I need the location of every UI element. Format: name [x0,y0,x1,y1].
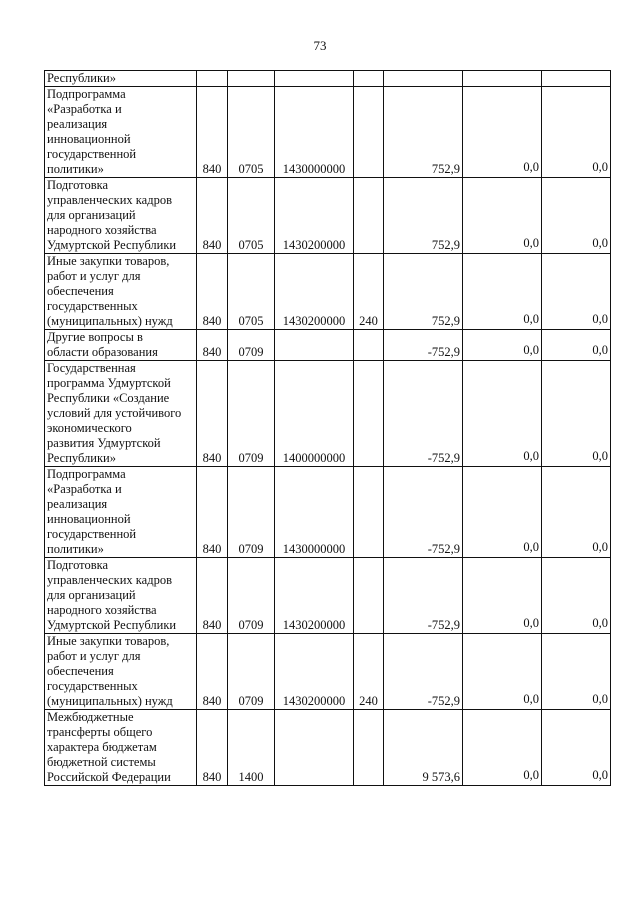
page-number: 73 [313,38,327,53]
row-name-cell: Другие вопросы в области образования [45,330,197,361]
cell-value: 0,0 [523,768,539,782]
expense-type-cell [354,178,384,254]
amount-cell: -752,9 [384,330,463,361]
table-row [45,467,611,558]
cell-value: 0,0 [523,540,539,554]
budget-table [44,70,611,786]
amount-cell: 752,9 [384,178,463,254]
row-name-cell: Подготовка управленческих кадров для организаций народного хозяйства Удмуртской Республики [45,558,197,634]
row-name-cell: Иные закупки товаров, работ и услуг для обеспечения государственных (муниципальных) нужд [45,254,197,330]
value-year2-cell [463,558,542,634]
section-cell: 0705 [228,254,275,330]
cell-value: 0,0 [592,312,608,326]
amount-cell: 752,9 [384,254,463,330]
amount-cell [384,71,463,87]
cell-value: 0,0 [592,449,608,463]
grbs-cell: 840 [197,467,228,558]
cell-value: 0,0 [523,449,539,463]
cell-value: 0,0 [592,540,608,554]
cell-value: 0,0 [523,160,539,174]
table-row [45,710,611,786]
value-year2-cell [463,710,542,786]
expense-type-cell [354,71,384,87]
section-cell: 0705 [228,87,275,178]
section-cell: 0709 [228,558,275,634]
cell-value: 0,0 [523,312,539,326]
grbs-cell [197,71,228,87]
target-code-cell: 1430000000 [275,87,354,178]
grbs-cell: 840 [197,558,228,634]
row-name-cell: Межбюджетные трансферты общего характера бюджетам бюджетной системы Российской Федерации [45,710,197,786]
target-code-cell: 1430200000 [275,178,354,254]
table-row [45,361,611,467]
target-code-cell: 1430200000 [275,558,354,634]
row-name-cell: Иные закупки товаров, работ и услуг для обеспечения государственных (муниципальных) нужд [45,634,197,710]
table-row [45,87,611,178]
table-row [45,71,611,87]
amount-cell: -752,9 [384,558,463,634]
table-row [45,178,611,254]
row-name-cell: Подготовка управленческих кадров для организаций народного хозяйства Удмуртской Республики [45,178,197,254]
value-year3-cell [542,634,611,710]
target-code-cell: 1430200000 [275,634,354,710]
expense-type-cell [354,87,384,178]
target-code-cell [275,330,354,361]
cell-value: 0,0 [523,343,539,357]
grbs-cell: 840 [197,361,228,467]
value-year3-cell [542,361,611,467]
value-year3-cell [542,710,611,786]
section-cell: 0709 [228,467,275,558]
expense-type-cell: 240 [354,254,384,330]
cell-value: 0,0 [523,616,539,630]
row-name-cell: Подпрограмма «Разработка и реализация инновационной государственной политики» [45,87,197,178]
amount-cell: -752,9 [384,467,463,558]
table-row [45,254,611,330]
grbs-cell: 840 [197,330,228,361]
grbs-cell: 840 [197,634,228,710]
cell-value: 0,0 [592,343,608,357]
value-year2-cell [463,467,542,558]
cell-value: 0,0 [523,692,539,706]
value-year2-cell [463,178,542,254]
cell-value: 0,0 [592,692,608,706]
section-cell: 0709 [228,361,275,467]
value-year3-cell [542,87,611,178]
value-year2-cell [463,71,542,87]
amount-cell: 752,9 [384,87,463,178]
section-cell: 0709 [228,330,275,361]
cell-value: 0,0 [592,236,608,250]
value-year2-cell [463,330,542,361]
expense-type-cell [354,467,384,558]
expense-type-cell: 240 [354,634,384,710]
value-year3-cell [542,71,611,87]
amount-cell: -752,9 [384,634,463,710]
table-row [45,330,611,361]
expense-type-cell [354,558,384,634]
expense-type-cell [354,710,384,786]
value-year2-cell [463,634,542,710]
section-cell: 0705 [228,178,275,254]
target-code-cell: 1430000000 [275,467,354,558]
value-year2-cell [463,254,542,330]
value-year3-cell [542,558,611,634]
value-year3-cell [542,178,611,254]
value-year3-cell [542,330,611,361]
grbs-cell: 840 [197,710,228,786]
expense-type-cell [354,330,384,361]
section-cell: 0709 [228,634,275,710]
table-row [45,634,611,710]
amount-cell: 9 573,6 [384,710,463,786]
grbs-cell: 840 [197,254,228,330]
table-row [45,558,611,634]
section-cell [228,71,275,87]
grbs-cell: 840 [197,178,228,254]
target-code-cell: 1400000000 [275,361,354,467]
cell-value: 0,0 [592,768,608,782]
row-name-cell: Государственная программа Удмуртской Республики «Создание условий для устойчивого экономического развития Удмуртской Республики» [45,361,197,467]
cell-value: 0,0 [592,616,608,630]
amount-cell: -752,9 [384,361,463,467]
row-name-cell: Республики» [45,71,197,87]
row-name-cell: Подпрограмма «Разработка и реализация инновационной государственной политики» [45,467,197,558]
grbs-cell: 840 [197,87,228,178]
section-cell: 1400 [228,710,275,786]
cell-value: 0,0 [523,236,539,250]
value-year2-cell [463,87,542,178]
value-year2-cell [463,361,542,467]
value-year3-cell [542,254,611,330]
value-year3-cell [542,467,611,558]
target-code-cell [275,710,354,786]
target-code-cell: 1430200000 [275,254,354,330]
cell-value: 0,0 [592,160,608,174]
target-code-cell [275,71,354,87]
expense-type-cell [354,361,384,467]
